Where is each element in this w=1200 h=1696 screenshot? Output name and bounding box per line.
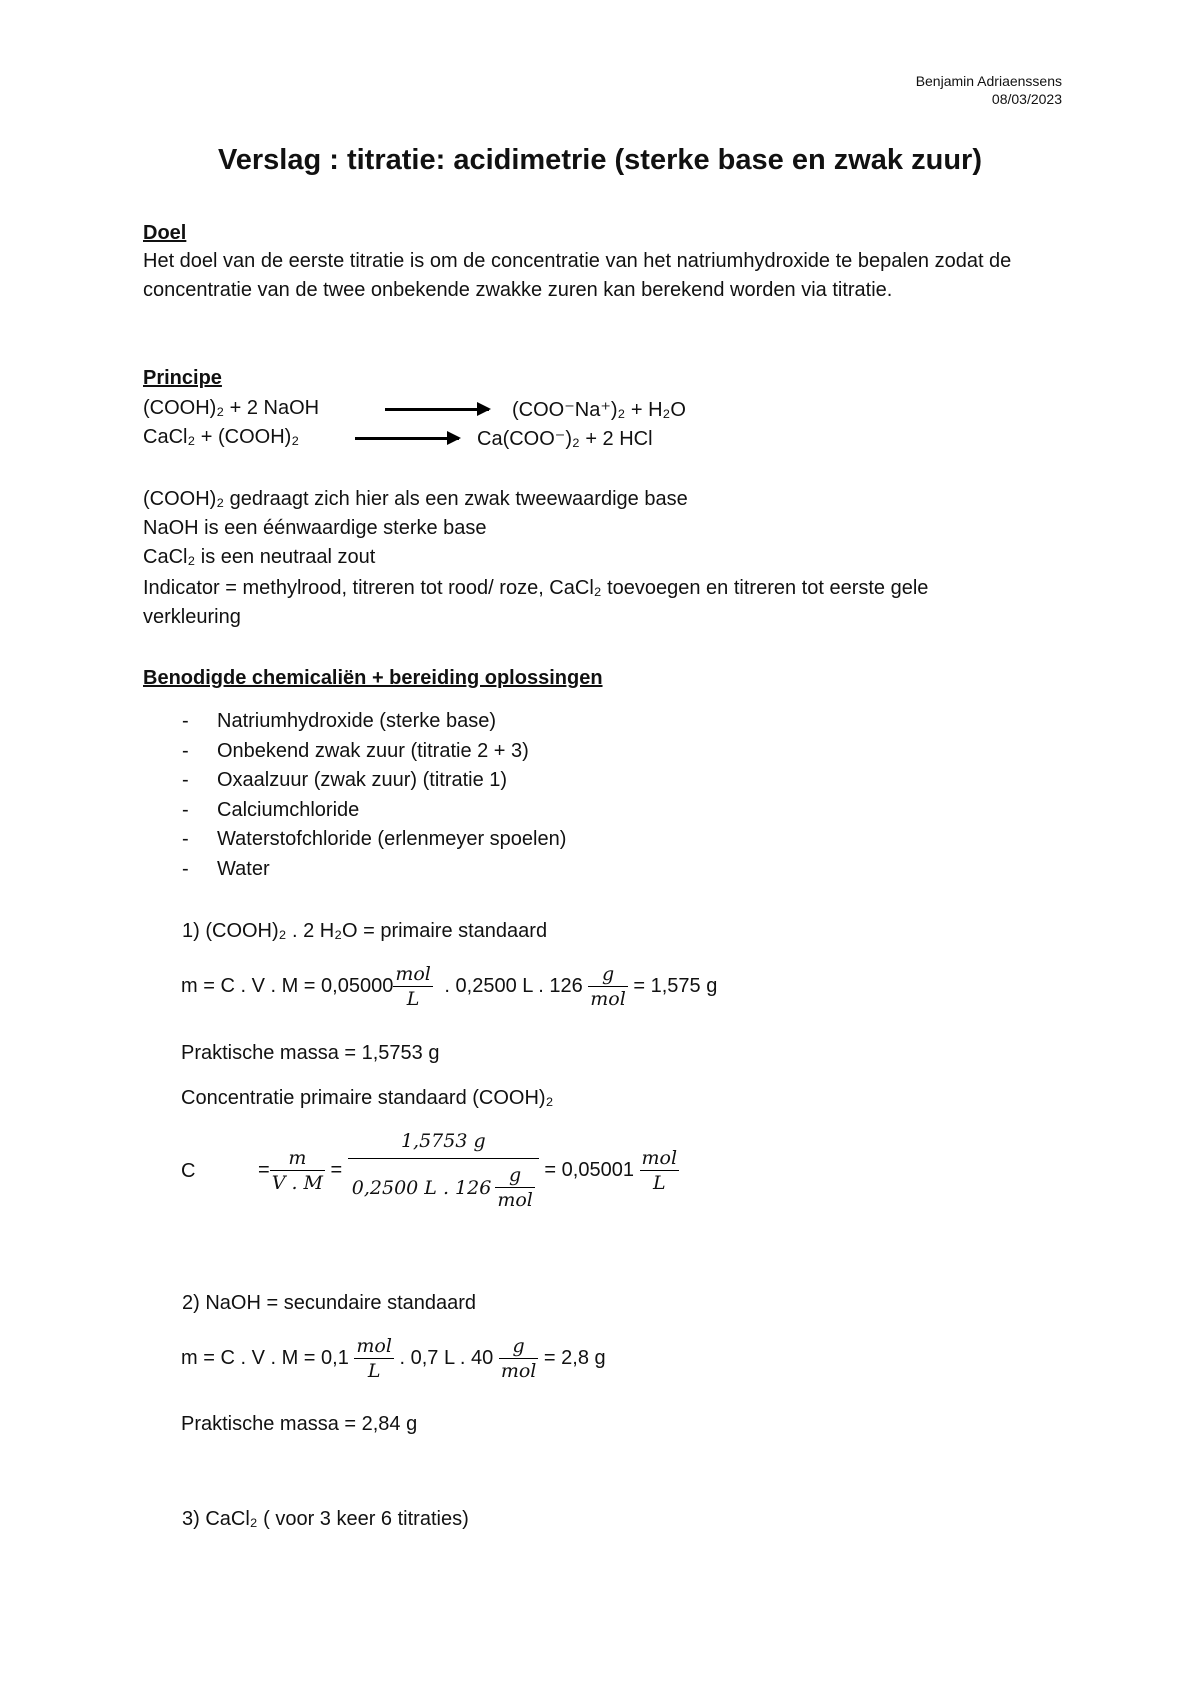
fraction <box>495 1163 535 1212</box>
fraction-numerator: mol <box>395 963 431 985</box>
fraction <box>354 1334 394 1383</box>
principe-heading: Principe <box>143 367 222 389</box>
step-2-practical-mass: Praktische massa = 2,84 g <box>181 1413 418 1435</box>
chemicals-list <box>182 707 566 884</box>
fraction-numerator: g <box>588 962 628 987</box>
equals-sign: = <box>258 1158 270 1181</box>
fraction-denominator: mol <box>500 1360 537 1382</box>
list-item: - Waterstofchloride (erlenmeyer spoelen) <box>182 825 566 855</box>
page-title: Verslag : titratie: acidimetrie (sterke base en zwak zuur) <box>218 144 982 176</box>
step-1-calculation <box>181 962 717 1011</box>
list-item: - Oxaalzuur (zwak zuur) (titratie 1) <box>182 766 566 796</box>
fraction <box>499 1334 539 1383</box>
calc-result: = 1,575 g <box>627 975 718 997</box>
author-name: Benjamin Adriaenssens <box>915 73 1062 89</box>
principe-note: (COOH)₂ gedraagt zich hier als een zwak tweewaardige base <box>143 488 688 510</box>
calc-mid: . 0,7 L . 40 <box>393 1347 499 1369</box>
c-label: C <box>181 1160 196 1182</box>
list-item: - Water <box>182 855 566 885</box>
fraction-numerator: m <box>270 1146 325 1171</box>
fraction-numerator: mol <box>641 1146 678 1169</box>
chemicals-heading: Benodigde chemicaliën + bereiding oplossingen <box>143 667 603 689</box>
doel-heading: Doel <box>143 222 187 244</box>
calc-prefix: m = C . V . M = 0,05000 <box>181 975 394 997</box>
fraction <box>393 962 433 1011</box>
step-3-label: 3) CaCl₂ ( voor 3 keer 6 titraties) <box>182 1508 469 1530</box>
fraction-denominator: L <box>652 1171 666 1194</box>
fraction-denominator: L <box>406 988 420 1010</box>
c-result: = 0,05001 <box>538 1158 640 1181</box>
calc-prefix: m = C . V . M = 0,1 <box>181 1347 355 1369</box>
step-1-concentration-label: Concentratie primaire standaard (COOH)₂ <box>181 1087 554 1109</box>
equation-1-left: (COOH)₂ + 2 NaOH <box>143 397 320 419</box>
reaction-arrow-2 <box>355 437 459 440</box>
report-date: 08/03/2023 <box>991 91 1062 107</box>
equation-2-left: CaCl₂ + (COOH)₂ <box>143 426 300 448</box>
equals-sign: = <box>324 1158 348 1181</box>
reaction-arrow-1 <box>385 408 489 411</box>
calc-mid: . 0,2500 L . 126 <box>438 975 589 997</box>
fraction-numerator: g <box>495 1163 535 1188</box>
fraction-numerator: 1,5753 g <box>348 1128 539 1159</box>
equation-1-right: (COO⁻Na⁺)₂ + H₂O <box>512 399 686 421</box>
big-fraction <box>348 1128 539 1212</box>
step-1-practical-mass: Praktische massa = 1,5753 g <box>181 1042 440 1064</box>
fraction-denominator: mol <box>590 988 626 1010</box>
doel-text: Het doel van de eerste titratie is om de concentratie van het natriumhydroxide te bepalen zodat de concentratie van de twee onbekende zwakke zuren kan berekend worden via titratie. <box>143 250 1012 301</box>
fraction-numerator: mol <box>356 1335 392 1357</box>
calc-result: = 2,8 g <box>538 1347 606 1369</box>
fraction-denominator: V . M <box>271 1171 323 1194</box>
list-item: - Natriumhydroxide (sterke base) <box>182 707 566 737</box>
principe-note: NaOH is een éénwaardige sterke base <box>143 517 487 539</box>
fraction-denominator <box>348 1159 539 1212</box>
fraction <box>270 1146 325 1195</box>
principe-note: Indicator = methylrood, titreren tot rood/ roze, CaCl₂ toevoegen en titreren tot eerste gele verkleuring <box>143 577 929 628</box>
fraction-denominator: L <box>367 1360 381 1382</box>
step-2-calculation <box>181 1334 606 1383</box>
principe-note: CaCl₂ is een neutraal zout <box>143 546 376 568</box>
list-item: - Calciumchloride <box>182 796 566 826</box>
denominator-text: 0,2500 L . 126 <box>351 1176 492 1199</box>
fraction-numerator: g <box>499 1334 539 1359</box>
list-item: - Onbekend zwak zuur (titratie 2 + 3) <box>182 737 566 767</box>
concentration-formula <box>258 1128 679 1212</box>
fraction-denominator: mol <box>497 1189 533 1211</box>
equation-2-right: Ca(COO⁻)₂ + 2 HCl <box>477 428 653 450</box>
fraction <box>640 1146 680 1195</box>
step-1-label: 1) (COOH)₂ . 2 H₂O = primaire standaard <box>182 920 548 942</box>
fraction <box>588 962 628 1011</box>
step-2-label: 2) NaOH = secundaire standaard <box>182 1292 477 1314</box>
